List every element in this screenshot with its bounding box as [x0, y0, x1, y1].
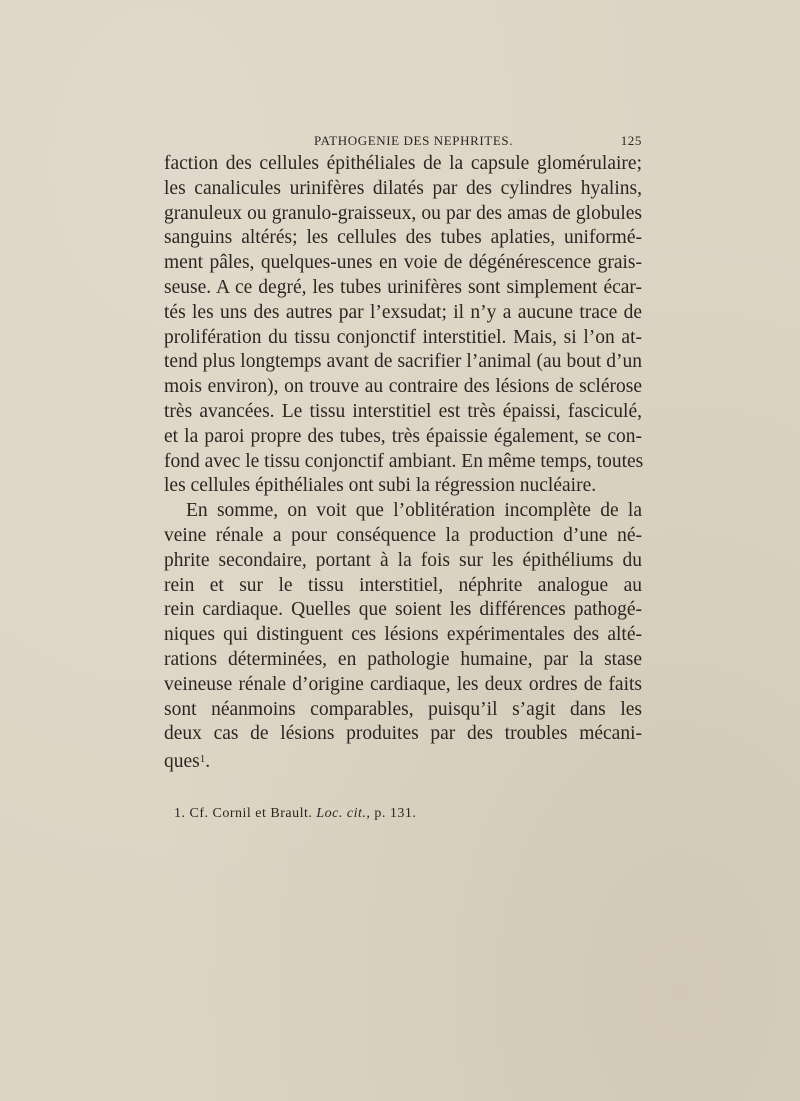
text-line: très avancées. Le tissu interstitiel est très épaissi, fasciculé,: [164, 400, 642, 422]
text-line: tend plus longtemps avant de sacrifier l’animal (au bout d’un: [164, 351, 642, 373]
footnote: [174, 806, 416, 822]
text-line: et la paroi propre des tubes, très épaissie également, se con-: [164, 425, 642, 447]
text-line: rein cardiaque. Quelles que soient les différences pathogé-: [164, 599, 642, 621]
text-line: faction des cellules épithéliales de la capsule glomérulaire;: [164, 153, 642, 174]
running-head: [164, 133, 642, 153]
text-line: En somme, on voit que l’oblitération incomplète de la: [186, 500, 642, 522]
text-line: veine rénale a pour conséquence la production d’une né-: [164, 524, 642, 546]
text-line: rein et sur le tissu interstitiel, néphrite analogue au: [164, 574, 642, 596]
text-line: fond avec le tissu conjonctif ambiant. En même temps, toutes: [164, 450, 644, 472]
footnote-text-before: Cf. Cornil et Brault.: [189, 806, 313, 821]
text-line: sanguins altérés; les cellules des tubes aplaties, uniformé-: [164, 227, 642, 249]
footnote-number: 1.: [174, 806, 186, 821]
text-line: rations déterminées, en pathologie humaine, par la stase: [164, 648, 642, 670]
text-line: veineuse rénale d’origine cardiaque, les deux ordres de faits: [164, 673, 642, 695]
footnote-text-after: p. 131.: [374, 806, 417, 821]
text-line: prolifération du tissu conjonctif interstitiel. Mais, si l’on at-: [164, 326, 642, 348]
running-title: PATHOGENIE DES NEPHRITES.: [314, 133, 514, 148]
footnote-italic: Loc. cit.,: [316, 806, 371, 821]
end-punct: .: [205, 751, 211, 773]
text-line: deux cas de lésions produites par des troubles mécani-: [164, 723, 642, 745]
footnote-mark: 1: [199, 753, 206, 766]
text-line: granuleux ou granulo-graisseux, ou par des amas de globules: [164, 202, 642, 224]
text-line: les cellules épithéliales ont subi la régression nucléaire.: [164, 475, 597, 497]
text-line: les canalicules urinifères dilatés par des cylindres hyalins,: [164, 177, 642, 199]
text-line: ment pâles, quelques-unes en voie de dégénérescence grais-: [164, 252, 642, 274]
text-line: sont néanmoins comparables, puisqu’il s’agit dans les: [164, 698, 642, 720]
text-line: seuse. A ce degré, les tubes urinifères sont simplement écar-: [164, 276, 642, 298]
text-line: mois environ), on trouve au contraire des lésions de sclérose: [164, 376, 642, 398]
page-number: 125: [620, 133, 642, 148]
body-text: [164, 152, 642, 772]
text-line: tés les uns des autres par l’exsudat; il n’y a aucune trace de: [164, 301, 642, 323]
text-line-final: [164, 747, 642, 772]
text-line: phrite secondaire, portant à la fois sur les épithéliums du: [164, 549, 642, 571]
last-word: ques: [164, 751, 200, 773]
text-line: niques qui distinguent ces lésions expérimentales des alté-: [164, 624, 642, 646]
